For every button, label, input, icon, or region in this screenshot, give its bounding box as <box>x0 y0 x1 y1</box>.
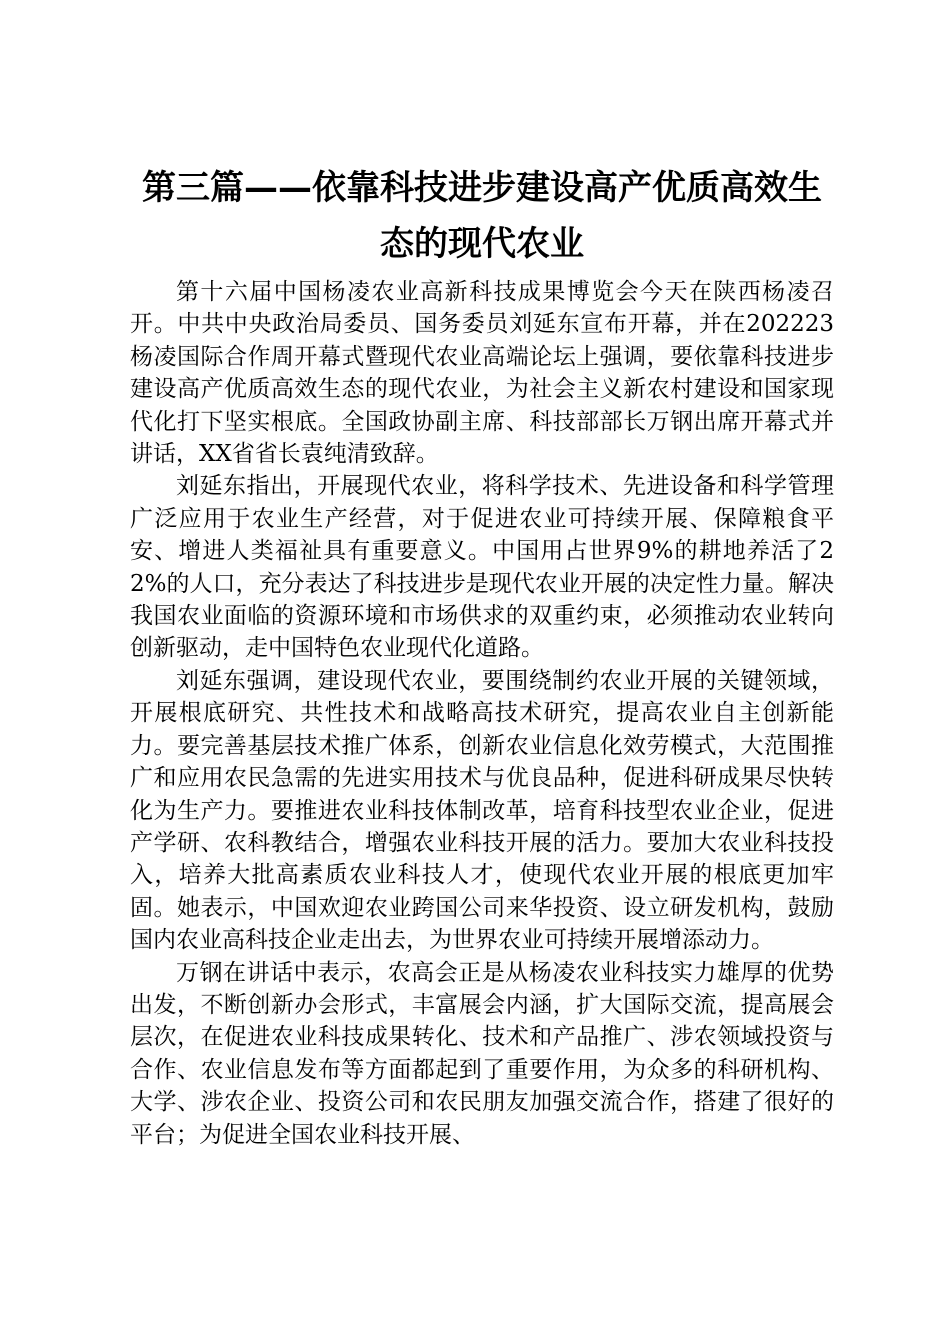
paragraph-4: 万钢在讲话中表示，农高会正是从杨凌农业科技实力雄厚的优势出发，不断创新办会形式，丰富展会内涵，扩大国际交流，提高展会层次，在促进农业科技成果转化、技术和产品推广、涉农领域投资与合作、农业信息发布等方面都起到了重要作用，为众多的科研机构、大学、涉农企业、投资公司和农民朋友加强交流合作，搭建了很好的平台；为促进全国农业科技开展、 <box>130 959 834 1148</box>
paragraph-1: 第十六届中国杨凌农业高新科技成果博览会今天在陕西杨凌召开。中共中央政治局委员、国务委员刘延东宣布开幕，并在202223杨凌国际合作周开幕式暨现代农业高端论坛上强调，要依靠科技进步建设高产优质高效生态的现代农业，为社会主义新农村建设和国家现代化打下坚实根底。全国政协副主席、科技部部长万钢出席开幕式并讲话，XX省省长袁纯清致辞。 <box>130 279 834 468</box>
title-line-1: 第三篇——依靠科技进步建设高产优质高效生 <box>142 168 822 208</box>
document-page <box>130 160 834 1151</box>
document-title <box>130 160 834 272</box>
paragraph-3: 刘延东强调，建设现代农业，要围绕制约农业开展的关键领域，开展根底研究、共性技术和战略高技术研究，提高农业自主创新能力。要完善基层技术推广体系，创新农业信息化效劳模式，大范围推广和应用农民急需的先进实用技术与优良品种，促进科研成果尽快转化为生产力。要推进农业科技体制改革，培育科技型农业企业，促进产学研、农科教结合，增强农业科技开展的活力。要加大农业科技投入，培养大批高素质农业科技人才，使现代农业开展的根底更加牢固。她表示，中国欢迎农业跨国公司来华投资、设立研发机构，鼓励国内农业高科技企业走出去，为世界农业可持续开展增添动力。 <box>130 667 834 954</box>
paragraph-2: 刘延东指出，开展现代农业，将科学技术、先进设备和科学管理广泛应用于农业生产经营，对于促进农业可持续开展、保障粮食平安、增进人类福祉具有重要意义。中国用占世界9%的耕地养活了22%的人口，充分表达了科技进步是现代农业开展的决定性力量。解决我国农业面临的资源环境和市场供求的双重约束，必须推动农业转向创新驱动，走中国特色农业现代化道路。 <box>130 473 834 662</box>
title-line-2: 态的现代农业 <box>380 224 584 264</box>
